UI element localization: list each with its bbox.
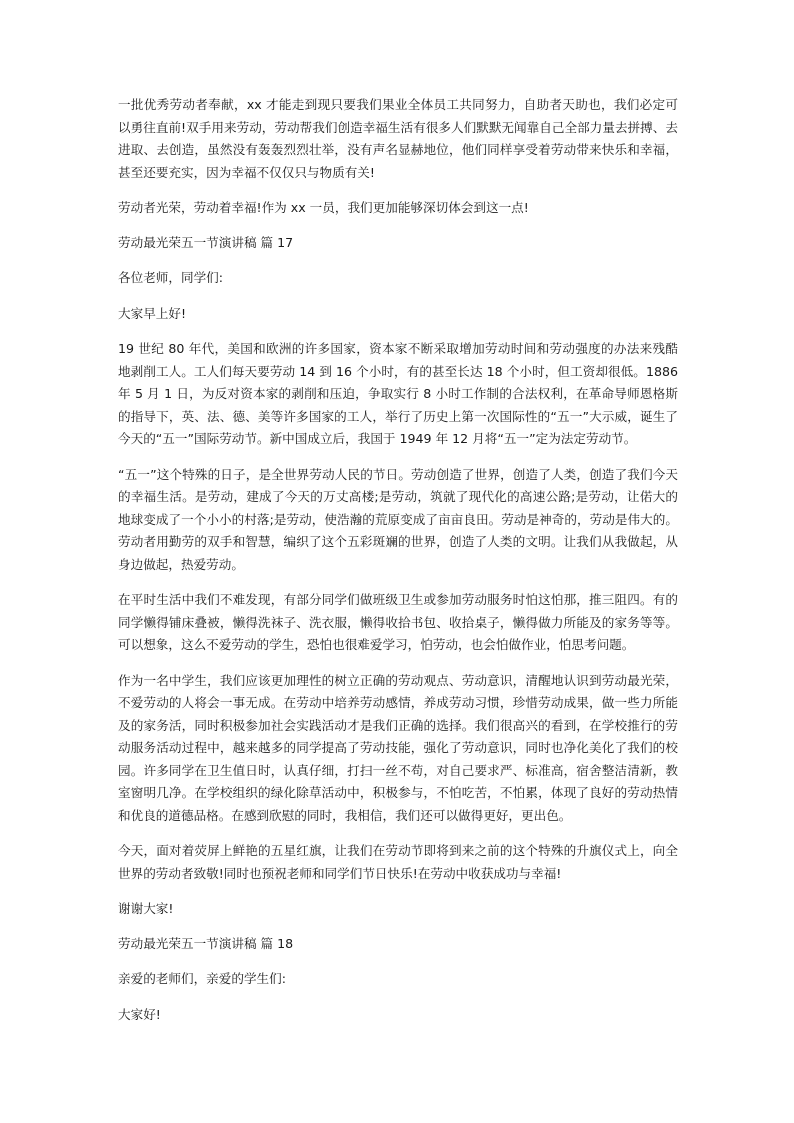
paragraph-flag-ceremony: 今天，面对着荧屏上鲜艳的五星红旗，让我们在劳动节即将到来之前的这个特殊的升旗仪式上，向全世界的劳动者致敬!同时也预祝老师和同学们节日快乐!在劳动中收获成功与幸福! [118,843,678,881]
closing-thanks: 谢谢大家! [118,901,174,916]
paragraph-student-role: 作为一名中学生，我们应该更加理性的树立正确的劳动观点、劳动意识，清醒地认识到劳动最光荣，不爱劳动的人将会一事无成。在劳动中培养劳动感情，养成劳动习惯，珍惜劳动成果，做一些力所能及的家务活，同时积极参加社会实践活动才是我们正确的选择。我们很高兴的看到，在学校推行的劳动服务活动过程中，越来越多的同学提高了劳动技能，强化了劳动意识，同时也净化美化了我们的校园。许多同学在卫生值日时，认真仔细，打扫一丝不苟，对自己要求严、标准高，宿舍整洁清新，教室窗明几净。在学校组织的绿化除草活动中，积极参与，不怕吃苦，不怕累，体现了良好的劳动热情和优良的道德品格。在感到欣慰的同时，我相信，我们还可以做得更好，更出色。 [118,672,678,823]
paragraph-honor: 劳动者光荣，劳动着幸福!作为 xx 一员，我们更加能够深切体会到这一点! [118,200,529,215]
section-heading-17: 劳动最光荣五一节演讲稿 篇 17 [118,234,294,250]
greeting-teachers-students: 各位老师，同学们: [118,270,223,285]
paragraph-daily-life: 在平时生活中我们不难发现，有部分同学们做班级卫生或参加劳动服务时怕这怕那，推三阻四。有的同学懒得铺床叠被，懒得洗袜子、洗衣服，懒得收拾书包、收拾桌子，懒得做力所能及的家务等等。可以想象，这么不爱劳动的学生，恐怕也很难爱学习，怕劳动，也会怕做作业，怕思考问题。 [118,592,678,652]
paragraph-may-day: “五一”这个特殊的日子，是全世界劳动人民的节日。劳动创造了世界，创造了人类，创造了我们今天的幸福生活。是劳动，建成了今天的万丈高楼;是劳动，筑就了现代化的高速公路;是劳动，让偌大的地球变成了一个小小的村落;是劳动，使浩瀚的荒原变成了亩亩良田。劳动是神奇的，劳动是伟大的。劳动者用勤劳的双手和智慧，编织了这个五彩斑斓的世界，创造了人类的文明。让我们从我做起，从身边做起，热爱劳动。 [118,466,678,572]
greeting-hello-all: 大家好! [118,1006,161,1022]
document-page [118,94,678,1026]
section-heading-18: 劳动最光荣五一节演讲稿 篇 18 [118,935,294,951]
greeting-good-morning: 大家早上好! [118,305,187,321]
paragraph-intro: 一批优秀劳动者奉献，xx 才能走到现只要我们果业全体员工共同努力，自助者天助也，我们必定可以勇往直前!双手用来劳动，劳动帮我们创造幸福生活有很多人们默默无闻靠自己全部力量去拼搏、去进取、去创造，虽然没有轰轰烈烈壮举，没有声名显赫地位，他们同样享受着劳动带来快乐和幸福，甚至还要充实，因为幸福不仅仅只与物质有关! [118,97,678,180]
greeting-dear-teachers: 亲爱的老师们，亲爱的学生们: [118,971,286,986]
paragraph-history: 19 世纪 80 年代，美国和欧洲的许多国家，资本家不断采取增加劳动时间和劳动强度的办法来残酷地剥削工人。工人们每天要劳动 14 到 16 个小时，有的甚至长达 18 个小时，但工资却很低。1886 年 5 月 1 日，为反对资本家的剥削和压迫，争取实行 8 小时工作制的合法权利，在革命导师恩格斯的指导下，英、法、德、美等许多国家的工人，举行了历史上第一次国际性的“五一”大示威，诞生了今天的“五一”国际劳动节。新中国成立后，我国于 1949 年 12 月将“五一”定为法定劳动节。 [118,341,678,446]
